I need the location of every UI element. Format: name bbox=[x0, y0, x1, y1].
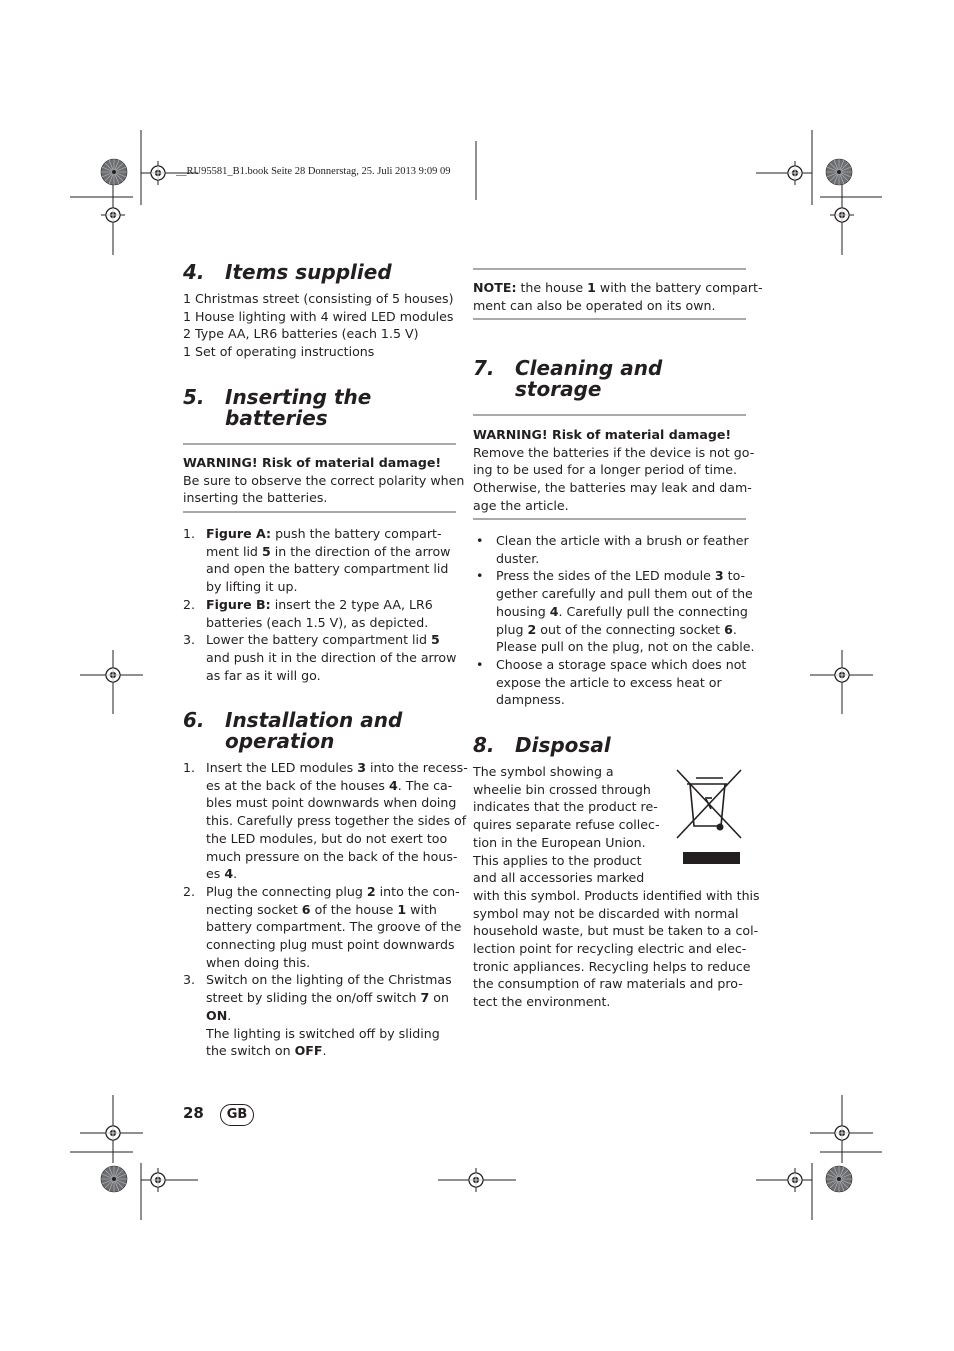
list-item: 1. Insert the LED modules 3 into the recess- es at the back of the houses 4. The ca- bles must point downwards when doing this. Carefully press together the sides of the LED modules, but do not exert too much pressure on the back of the hous- es 4. bbox=[183, 760, 468, 882]
list-item: 1 House lighting with 4 wired LED modules bbox=[183, 308, 454, 324]
language-badge: GB bbox=[220, 1104, 254, 1126]
list-item: 3. Lower the battery compartment lid 5 and push it in the direction of the arrow as far as it will go. bbox=[183, 632, 457, 683]
registration-mark-icon bbox=[146, 161, 170, 185]
divider bbox=[473, 518, 746, 520]
print-slug: __RU95581_B1.book Seite 28 Donnerstag, 25. Juli 2013 9:09 09 bbox=[176, 166, 451, 177]
color-calibration-disc-icon bbox=[826, 159, 852, 185]
steps-list bbox=[183, 525, 456, 684]
list-item: 2. Plug the connecting plug 2 into the con- necting socket 6 of the house 1 with battery compartment. The groove of the connecting plug must point downwards when doing this. bbox=[183, 883, 462, 970]
warning-box: WARNING! Risk of material damage! Remove the batteries if the device is not go- ing to be used for a longer period of time. Otherwise, the batteries may leak and dam- age the article. bbox=[473, 427, 755, 513]
list-item: 1 Set of operating instructions bbox=[183, 344, 375, 360]
items-list bbox=[183, 290, 456, 361]
divider bbox=[183, 511, 456, 513]
color-calibration-disc-icon bbox=[101, 159, 127, 185]
registration-mark-icon bbox=[830, 663, 854, 687]
registration-mark-icon bbox=[783, 161, 807, 185]
list-item: 2 Type AA, LR6 batteries (each 1.5 V) bbox=[183, 326, 419, 342]
divider bbox=[473, 414, 746, 416]
list-item: 3. Switch on the lighting of the Christmas street by sliding the on/off switch 7 on ON. The lighting is switched off by sliding the switch on OFF. bbox=[183, 972, 452, 1059]
registration-mark-icon bbox=[101, 203, 125, 227]
section-heading: 5. Inserting the batteries bbox=[183, 385, 372, 430]
bullet-list bbox=[473, 532, 755, 709]
registration-mark-icon bbox=[783, 1168, 807, 1192]
list-item: • Press the sides of the LED module 3 to- gether carefully and pull them out of the housing 4. Carefully pull the connecting plug 2 out of the connecting socket 6. Please pull on the plug, not on the cable. bbox=[476, 568, 755, 655]
section-heading: 4. Items supplied bbox=[183, 260, 392, 284]
registration-mark-icon bbox=[830, 1121, 854, 1145]
crossed-out-wheelie-bin-icon bbox=[675, 766, 743, 866]
steps-list bbox=[183, 759, 468, 1060]
divider bbox=[473, 268, 746, 270]
list-item: • Clean the article with a brush or feather duster. bbox=[476, 533, 749, 566]
warning-title: WARNING! Risk of material damage! bbox=[183, 455, 442, 470]
list-item: 2. Figure B: insert the 2 type AA, LR6 batteries (each 1.5 V), as depicted. bbox=[183, 596, 433, 630]
section-heading: 6. Installation and operation bbox=[183, 708, 403, 753]
section-heading: 7. Cleaning and storage bbox=[473, 356, 663, 401]
warning-box: WARNING! Risk of material damage! Be sure to observe the correct polarity when inserting the batteries. bbox=[183, 455, 465, 506]
list-item: • Choose a storage space which does not expose the article to excess heat or dampness. bbox=[476, 656, 747, 708]
color-calibration-disc-icon bbox=[826, 1166, 852, 1192]
list-item: 1. Figure A: push the battery compart- ment lid 5 in the direction of the arrow and open the battery compartment lid by lifting it up. bbox=[183, 526, 451, 595]
registration-mark-icon bbox=[101, 663, 125, 687]
registration-mark-icon bbox=[146, 1168, 170, 1192]
registration-mark-icon bbox=[101, 1121, 125, 1145]
disposal-text: The symbol showing a wheelie bin crossed through indicates that the product re- quires separate refuse collec- tion in the European Union. This applies to the product and all accessories marked with this symbol. Products identified with this symbol may not be discarded with normal household waste, but must be taken to a col- lection point for recycling electric and elec- tronic appliances. Recycling helps to reduce the consumption of raw materials and pro- tect the environment. bbox=[473, 764, 760, 1010]
color-calibration-disc-icon bbox=[101, 1166, 127, 1192]
list-item: 1 Christmas street (consisting of 5 houses) bbox=[183, 291, 454, 306]
registration-mark-icon bbox=[464, 1168, 488, 1192]
warning-title: WARNING! Risk of material damage! bbox=[473, 427, 732, 442]
page-number: 28 bbox=[183, 1104, 204, 1122]
registration-mark-icon bbox=[830, 203, 854, 227]
note-label: NOTE: bbox=[473, 280, 517, 295]
divider bbox=[183, 443, 456, 445]
section-heading: 8. Disposal bbox=[473, 733, 611, 757]
divider bbox=[473, 318, 746, 320]
